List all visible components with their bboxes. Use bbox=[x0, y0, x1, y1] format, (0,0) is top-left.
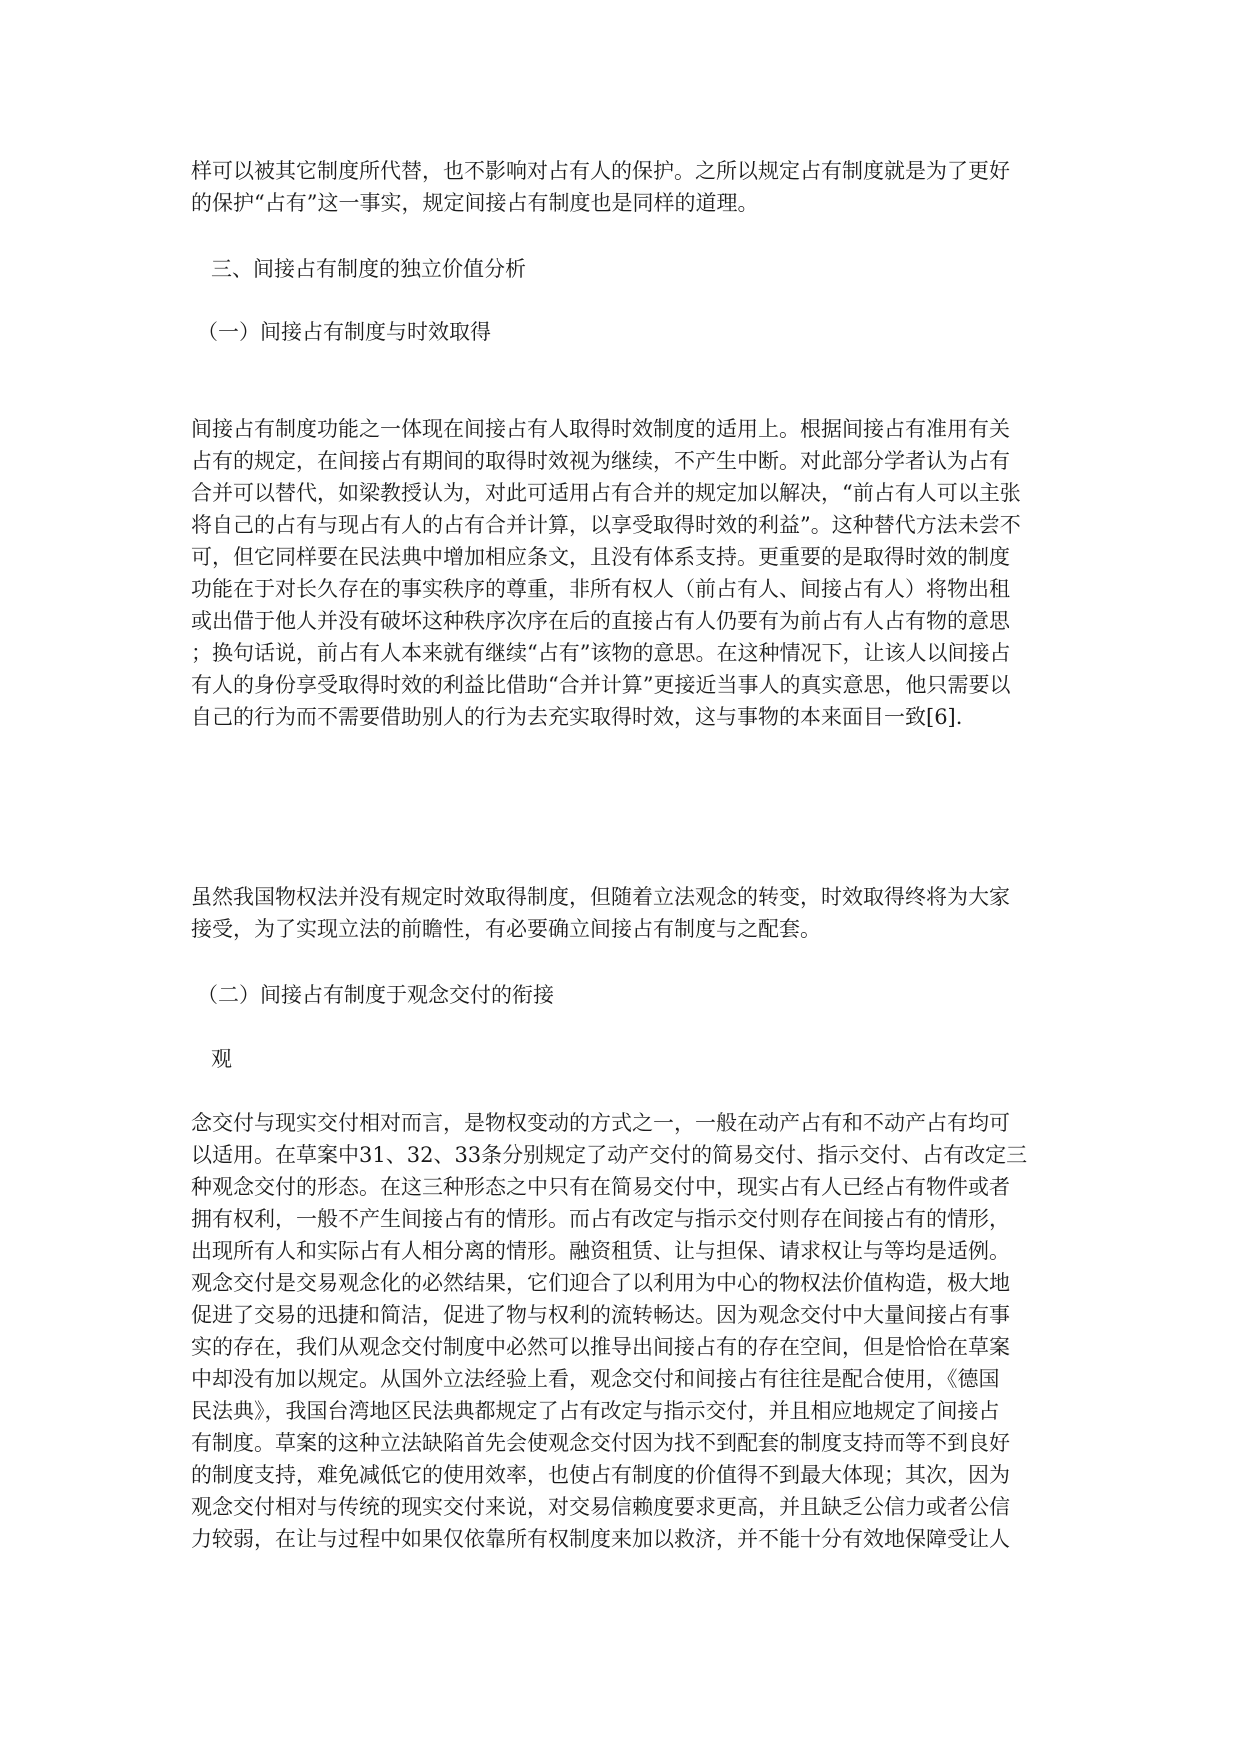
text-line: 观念交付是交易观念化的必然结果，它们迎合了以利用为中心的物权法价值构造，极大地 bbox=[191, 1271, 1010, 1295]
text-line: 民法典》，我国台湾地区民法典都规定了占有改定与指示交付，并且相应地规定了间接占 bbox=[191, 1399, 1000, 1423]
text-line: 念交付与现实交付相对而言，是物权变动的方式之一，一般在动产占有和不动产占有均可 bbox=[191, 1111, 1010, 1135]
text-line: 合并可以替代，如梁教授认为，对此可适用占有合并的规定加以解决，“前占有人可以主张 bbox=[191, 481, 1021, 505]
text-line: 的保护“占有”这一事实，规定间接占有制度也是同样的道理。 bbox=[191, 191, 759, 215]
text-line: ；换句话说，前占有人本来就有继续“占有”该物的意思。在这种情况下，让该人以间接占 bbox=[191, 641, 1011, 665]
text-line: 自己的行为而不需要借助别人的行为去充实取得时效，这与事物的本来面目一致[6]. bbox=[191, 705, 963, 729]
orphan-character: 观 bbox=[211, 1047, 232, 1071]
text-line: 占有的规定，在间接占有期间的取得时效视为继续，不产生中断。对此部分学者认为占有 bbox=[191, 449, 1010, 473]
text-line: 实的存在，我们从观念交付制度中必然可以推导出间接占有的存在空间，但是恰恰在草案 bbox=[191, 1335, 1010, 1359]
text-line: 有制度。草案的这种立法缺陷首先会使观念交付因为找不到配套的制度支持而等不到良好 bbox=[191, 1431, 1010, 1455]
text-line: 间接占有制度功能之一体现在间接占有人取得时效制度的适用上。根据间接占有准用有关 bbox=[191, 417, 1010, 441]
subsection-heading-1: （一）间接占有制度与时效取得 bbox=[197, 320, 491, 344]
text-line: 功能在于对长久存在的事实秩序的尊重，非所有权人（前占有人、间接占有人）将物出租 bbox=[191, 577, 1010, 601]
text-line: 出现所有人和实际占有人相分离的情形。融资租赁、让与担保、请求权让与等均是适例。 bbox=[191, 1239, 1010, 1263]
text-line: 促进了交易的迅捷和简洁，促进了物与权利的流转畅达。因为观念交付中大量间接占有事 bbox=[191, 1303, 1010, 1327]
paragraph-protection-of-possession bbox=[191, 155, 1051, 219]
text-line: 可，但它同样要在民法典中增加相应条文，且没有体系支持。更重要的是取得时效的制度 bbox=[191, 545, 1010, 569]
text-line: 有人的身份享受取得时效的利益比借助“合并计算”更接近当事人的真实意思，他只需要以 bbox=[191, 673, 1011, 697]
text-line: 样可以被其它制度所代替，也不影响对占有人的保护。之所以规定占有制度就是为了更好 bbox=[191, 159, 1010, 183]
section-heading-3: 三、间接占有制度的独立价值分析 bbox=[211, 257, 526, 281]
paragraph-acquisitive-prescription bbox=[191, 413, 1051, 733]
text-line: 观念交付相对与传统的现实交付来说，对交易信赖度要求更高，并且缺乏公信力或者公信 bbox=[191, 1495, 1010, 1519]
text-line: 中却没有加以规定。从国外立法经验上看，观念交付和间接占有往往是配合使用，《德国 bbox=[191, 1367, 1000, 1391]
text-line: 种观念交付的形态。在这三种形态之中只有在简易交付中，现实占有人已经占有物件或者 bbox=[191, 1175, 1010, 1199]
text-line: 接受，为了实现立法的前瞻性，有必要确立间接占有制度与之配套。 bbox=[191, 917, 821, 941]
text-line: 拥有权利，一般不产生间接占有的情形。而占有改定与指示交付则存在间接占有的情形， bbox=[191, 1207, 1010, 1231]
subsection-heading-2: （二）间接占有制度于观念交付的衔接 bbox=[197, 983, 554, 1007]
text-line: 的制度支持，难免减低它的使用效率，也使占有制度的价值得不到最大体现；其次，因为 bbox=[191, 1463, 1010, 1487]
text-line: 力较弱，在让与过程中如果仅依靠所有权制度来加以救济，并不能十分有效地保障受让人 bbox=[191, 1527, 1010, 1551]
text-line: 以适用。在草案中31、32、33条分别规定了动产交付的简易交付、指示交付、占有改定三 bbox=[191, 1143, 1028, 1167]
text-line: 或出借于他人并没有破坏这种秩序次序在后的直接占有人仍要有为前占有人占有物的意思 bbox=[191, 609, 1010, 633]
paragraph-constructive-delivery bbox=[191, 1107, 1051, 1555]
text-line: 虽然我国物权法并没有规定时效取得制度，但随着立法观念的转变，时效取得终将为大家 bbox=[191, 885, 1010, 909]
text-line: 将自己的占有与现占有人的占有合并计算，以享受取得时效的利益”。这种替代方法未尝不 bbox=[191, 513, 1021, 537]
paragraph-property-law-note bbox=[191, 881, 1051, 945]
